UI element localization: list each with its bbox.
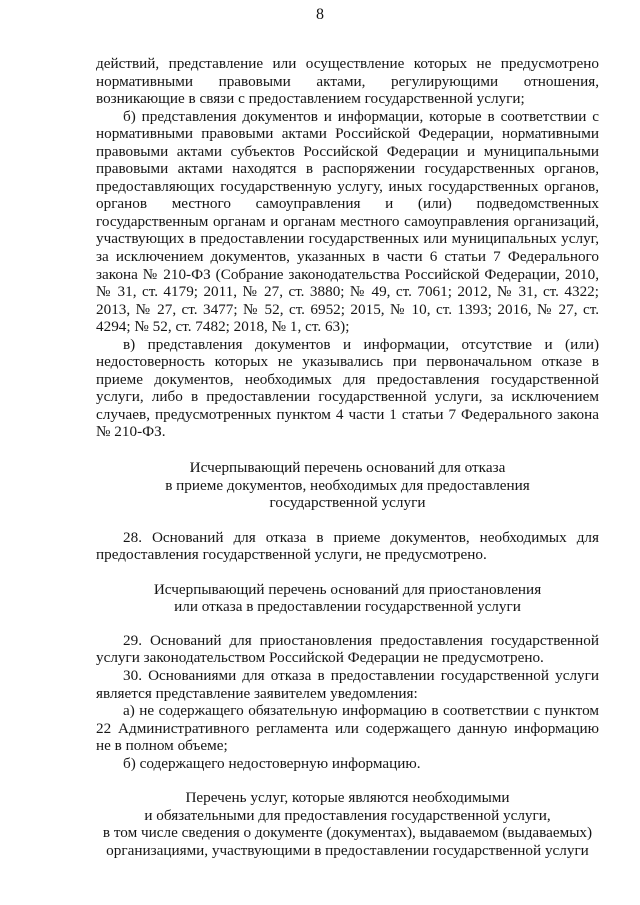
paragraph-30-a: а) не содержащего обязательную информацию в соответствии с пунктом 22 Административного регламента или содержащего данную информацию не в полном объеме; <box>96 702 599 755</box>
paragraph-30-b: б) содержащего недостоверную информацию. <box>123 754 421 772</box>
section-heading-required-services <box>96 789 599 859</box>
page-number: 8 <box>316 6 324 23</box>
paragraph-b: б) представления документов и информации, которые в соответствии с нормативными правовыми актами Российской Федерации, нормативными правовыми актами субъектов Российской Федерации и муниципальными правовыми актами находятся в распоряжении государственных органов, предоставляющих государственную услугу, иных государственных органов, органов местного самоуправления и (или) подведомственных государственным органам и органам местного самоуправления организаций, участвующих в предоставлении государственных или муниципальных услуг, за исключением документов, указанных в части 6 статьи 7 Федерального закона № 210-ФЗ (Собрание законодательства Российской Федерации, 2010, № 31, ст. 4179; 2011, № 27, ст. 3880; № 49, ст. 7061; 2012, № 31, ст. 4322; 2013, № 27, ст. 3477; № 52, ст. 6952; 2015, № 10, ст. 1393; 2016, № 27, ст. 4294; № 52, ст. 7482; 2018, № 1, ст. 63); <box>96 107 599 336</box>
body-text <box>96 55 599 859</box>
heading-line: организациями, участвующими в предоставлении государственной услуги <box>106 841 589 859</box>
section-heading-refusal-acceptance <box>96 459 599 512</box>
heading-line: в том числе сведения о документе (документах), выдаваемом (выдаваемых) <box>102 824 593 842</box>
paragraph-v: в) представления документов и информации, отсутствие и (или) недостоверность которых не указывались при первоначальном отказе в приеме документов, необходимых для предоставления государственной услуги, либо в предоставлении государственной услуги, за исключением случаев, предусмотренных пунктом 4 части 1 статьи 7 Федерального закона № 210-ФЗ. <box>96 335 599 441</box>
heading-line: и обязательными для предоставления государственной услуги, <box>144 806 551 824</box>
heading-line: Исчерпывающий перечень оснований для отказа <box>189 459 506 477</box>
paragraph-29: 29. Оснований для приостановления предоставления государственной услуги законодательством Российской Федерации не предусмотрено. <box>96 631 599 667</box>
heading-line: Исчерпывающий перечень оснований для приостановления <box>153 580 542 598</box>
heading-line: или отказа в предоставлении государственной услуги <box>174 598 521 616</box>
section-heading-suspension <box>96 581 599 616</box>
heading-line: Перечень услуг, которые являются необходимыми <box>185 789 510 807</box>
paragraph-continuation: действий, представление или осуществление которых не предусмотрено нормативными правовыми актами, регулирующими отношения, возникающие в связи с предоставлением государственной услуги; <box>96 55 599 108</box>
heading-line: государственной услуги <box>269 494 426 512</box>
paragraph-30: 30. Основаниями для отказа в предоставлении государственной услуги является представление заявителем уведомления: <box>96 666 599 702</box>
heading-line: в приеме документов, необходимых для предоставления <box>165 476 530 494</box>
paragraph-28: 28. Оснований для отказа в приеме документов, необходимых для предоставления государственной услуги, не предусмотрено. <box>96 528 599 564</box>
